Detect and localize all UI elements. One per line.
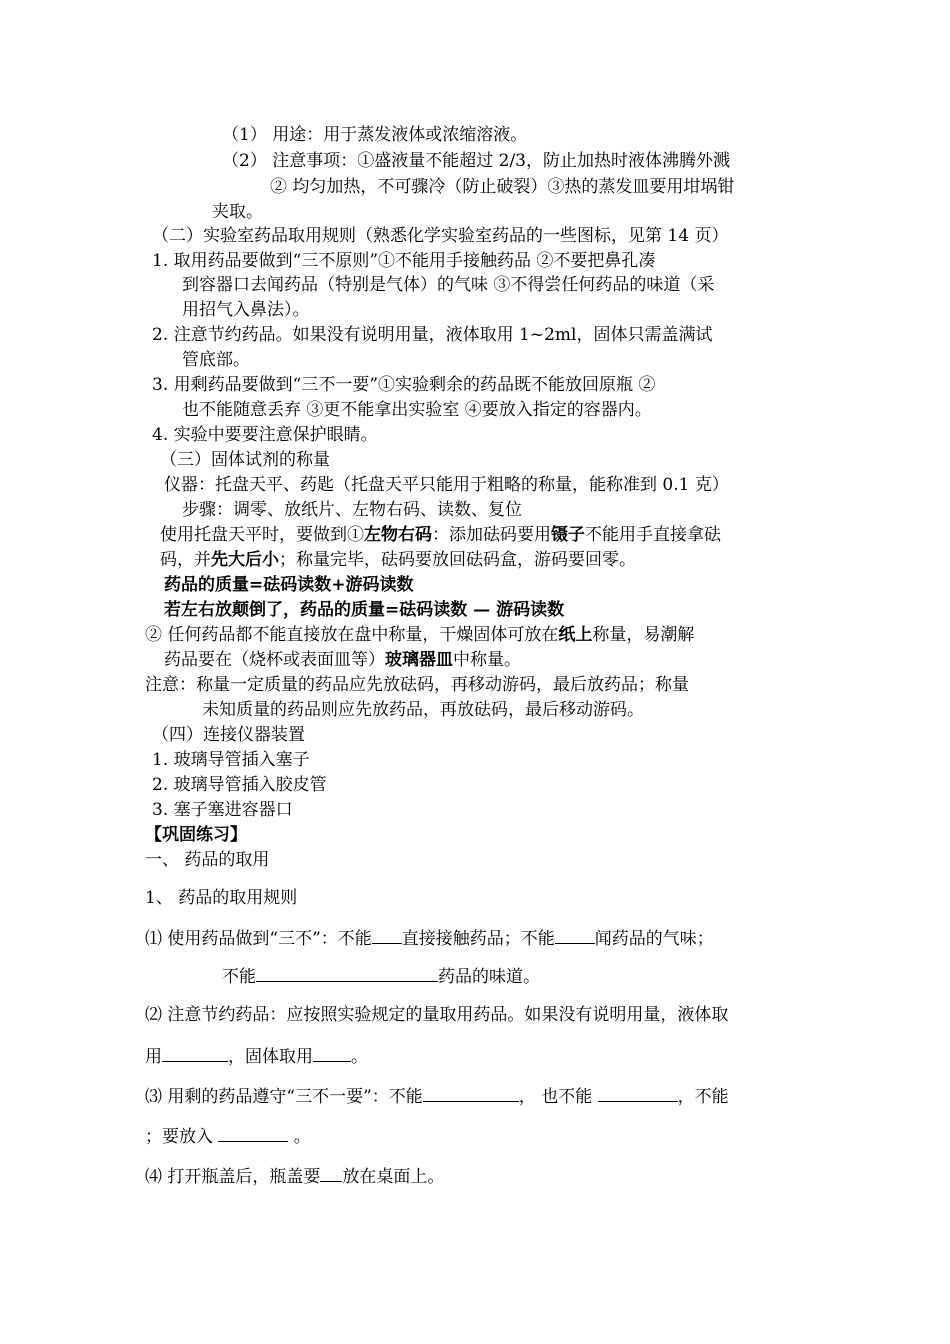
text-line: 管底部。 [182, 350, 250, 370]
text-line: 1. 玻璃导管插入塞子 [152, 750, 310, 770]
text-line: 2. 注意节约药品。如果没有说明用量，液体取用 1~2ml，固体只需盖满试 [152, 325, 713, 345]
question-line: ；要放入 。 [145, 1124, 311, 1148]
formula-line: 若左右放颠倒了，药品的质量=砝码读数 — 游码读数 [164, 600, 565, 620]
formula-line: 药品的质量=砝码读数+游码读数 [164, 575, 414, 595]
blank-field[interactable] [423, 1084, 519, 1102]
blank-field[interactable] [256, 964, 438, 982]
question-line: ⑶ 用剩的药品遵守“三不一要”：不能 ， 也不能 ，不能 [145, 1084, 729, 1108]
text-line: 3. 塞子塞进容器口 [152, 800, 293, 820]
text-line: 药品要在（烧杯或表面皿等）玻璃器皿中称量。 [164, 650, 521, 670]
blank-field[interactable] [598, 1084, 678, 1102]
text-line: 仪器：托盘天平、药匙（托盘天平只能用于粗略的称量，能称准到 0.1 克） [164, 475, 729, 495]
text-line: 3. 用剩药品要做到“三不一要”①实验剩余的药品既不能放回原瓶 ② [152, 375, 656, 395]
blank-field[interactable] [555, 926, 595, 944]
question-line: ⑴ 使用药品做到“三不”：不能 直接接触药品；不能 闻药品的气味； [145, 926, 714, 950]
blank-field[interactable] [218, 1124, 288, 1142]
text-line: 4. 实验中要要注意保护眼睛。 [152, 425, 378, 445]
question-line: 用 ，固体取用 。 [145, 1044, 368, 1068]
text-line: 也不能随意丢弃 ③更不能拿出实验室 ④要放入指定的容器内。 [182, 400, 652, 420]
section-heading: （三）固体试剂的称量 [160, 450, 330, 470]
text-line: （1） 用途：用于蒸发液体或浓缩溶液。 [222, 125, 528, 145]
text-line: 2. 玻璃导管插入胶皮管 [152, 775, 327, 795]
text-line: 使用托盘天平时，要做到①左物右码：添加砝码要用镊子不能用手直接拿砝 [160, 525, 721, 545]
question-line: 不能 药品的味道。 [222, 964, 540, 988]
text-line: 码，并先大后小；称量完毕，砝码要放回砝码盒，游码要回零。 [160, 550, 636, 570]
text-line: （二）实验室药品取用规则（熟悉化学实验室药品的一些图标，见第 14 页） [152, 226, 729, 246]
text-line: ② 均匀加热，不可骤冷（防止破裂）③热的蒸发皿要用坩埚钳 [270, 177, 735, 197]
question-line: ⑷ 打开瓶盖后，瓶盖要 放在桌面上。 [145, 1164, 444, 1188]
exercise-heading: 【巩固练习】 [145, 825, 247, 845]
blank-field[interactable] [313, 1044, 351, 1062]
blank-field[interactable] [320, 1164, 342, 1182]
text-line: 到容器口去闻药品（特别是气体）的气味 ③不得尝任何药品的味道（采 [182, 275, 715, 295]
text-line: 未知质量的药品则应先放药品，再放砝码，最后移动游码。 [202, 700, 644, 720]
text-line: 一、 药品的取用 [145, 850, 270, 870]
text-line: 夹取。 [212, 202, 263, 222]
text-line: 步骤：调零、放纸片、左物右码、读数、复位 [182, 500, 522, 520]
text-line: 注意：称量一定质量的药品应先放砝码，再移动游码，最后放药品；称量 [145, 675, 689, 695]
question-line: ⑵ 注意节约药品：应按照实验规定的量取用药品。如果没有说明用量，液体取 [145, 1005, 729, 1025]
blank-field[interactable] [162, 1044, 228, 1062]
blank-field[interactable] [372, 926, 402, 944]
text-line: 1、 药品的取用规则 [145, 888, 298, 908]
text-line: （2） 注意事项：①盛液量不能超过 2/3，防止加热时液体沸腾外溅 [222, 151, 730, 171]
section-heading: （四）连接仪器装置 [152, 725, 305, 745]
text-line: ② 任何药品都不能直接放在盘中称量，干燥固体可放在纸上称量，易潮解 [145, 625, 695, 645]
text-line: 用招气入鼻法）。 [182, 300, 310, 320]
text-line: 1. 取用药品要做到“三不原则”①不能用手接触药品 ②不要把鼻孔凑 [152, 251, 656, 271]
